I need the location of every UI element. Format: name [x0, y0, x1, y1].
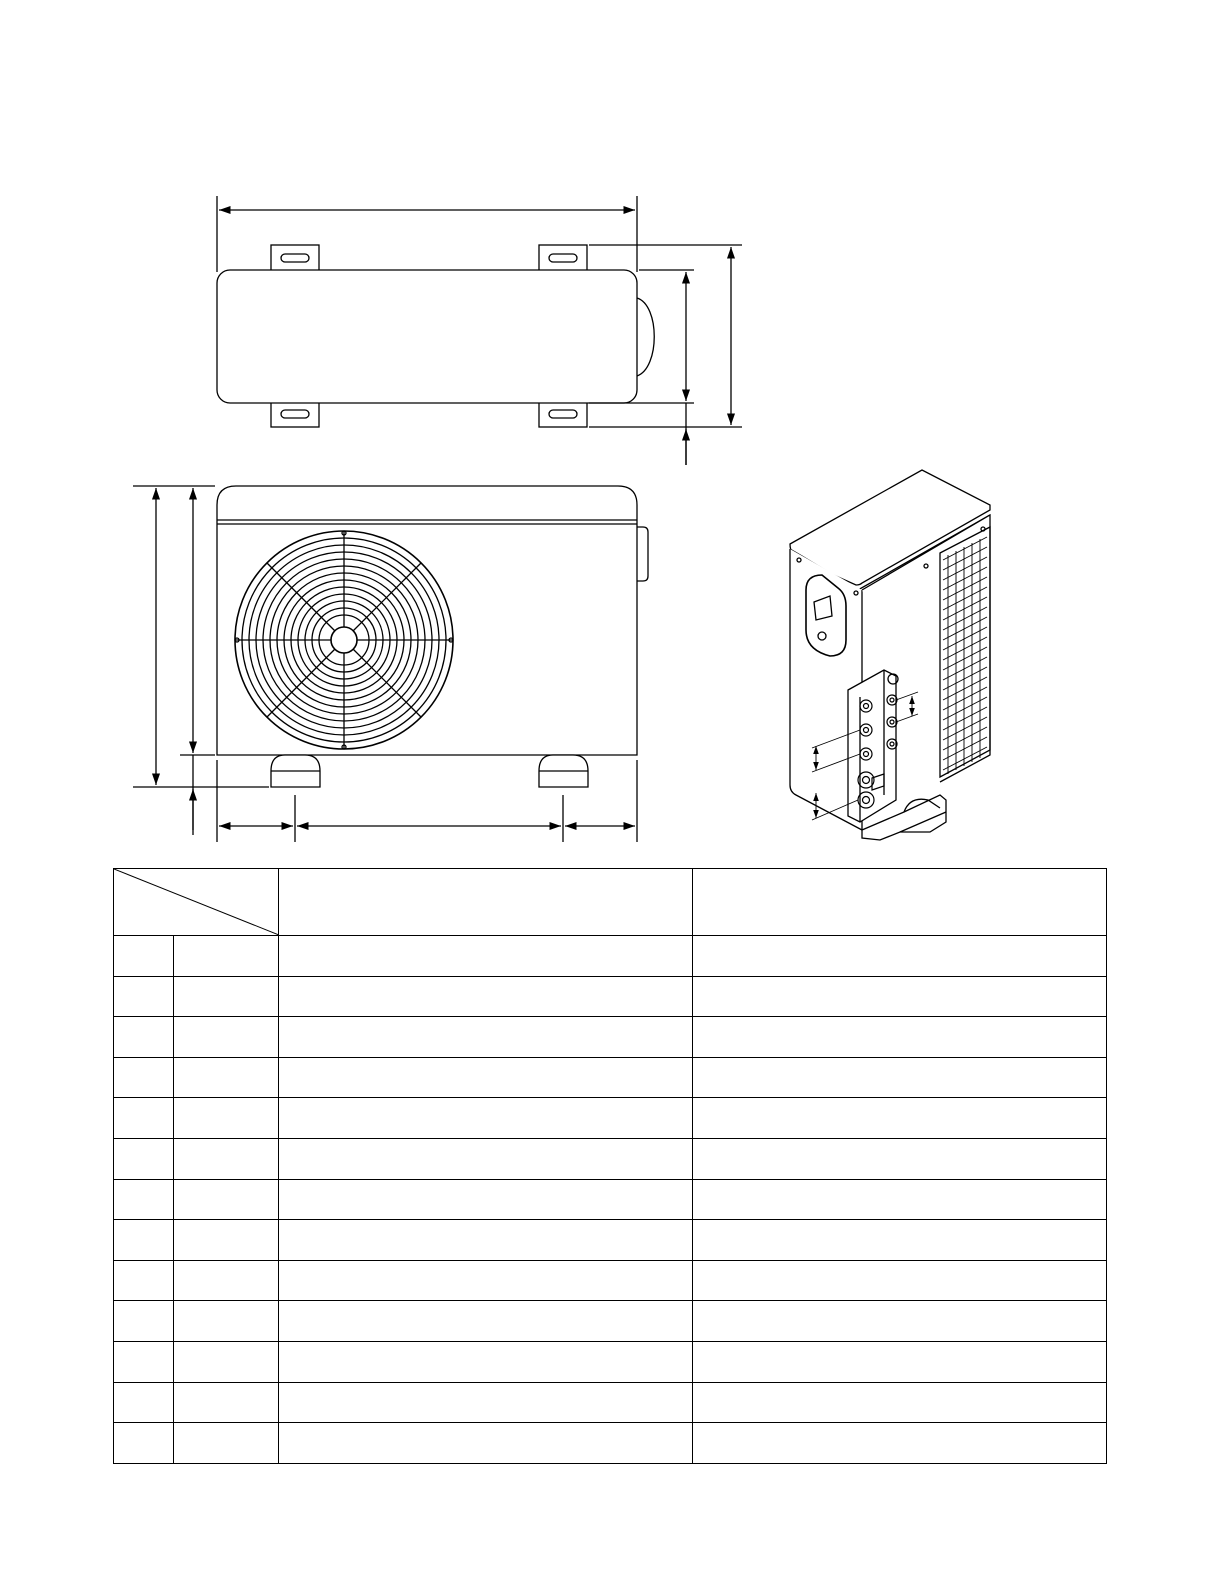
table-cell	[279, 1260, 693, 1301]
table-row	[114, 1382, 1107, 1423]
table-cell	[279, 976, 693, 1017]
table-row	[114, 1057, 1107, 1098]
table-row	[114, 936, 1107, 977]
table-cell	[114, 1423, 174, 1464]
front-view	[133, 486, 648, 842]
table-cell	[174, 1423, 279, 1464]
table-row	[114, 1342, 1107, 1383]
table-cell	[114, 1098, 174, 1139]
table-cell	[114, 936, 174, 977]
table-cell	[693, 1382, 1107, 1423]
top-view	[217, 196, 742, 465]
table-cell	[693, 1057, 1107, 1098]
header-corner-cell	[114, 869, 279, 936]
table-cell	[279, 1179, 693, 1220]
table-cell	[174, 1057, 279, 1098]
table-cell	[114, 1057, 174, 1098]
table-cell	[114, 1342, 174, 1383]
table-body	[114, 936, 1107, 1464]
table-cell	[114, 976, 174, 1017]
table-row	[114, 1301, 1107, 1342]
table-cell	[174, 936, 279, 977]
table-cell	[279, 1139, 693, 1180]
table-cell	[693, 976, 1107, 1017]
table-cell	[693, 1017, 1107, 1058]
table-cell	[114, 1301, 174, 1342]
table-cell	[693, 1220, 1107, 1261]
table-cell	[693, 1098, 1107, 1139]
table-row	[114, 1098, 1107, 1139]
table-cell	[279, 1301, 693, 1342]
table-cell	[693, 1301, 1107, 1342]
fan-guard	[235, 531, 453, 749]
table-cell	[693, 1342, 1107, 1383]
table-cell	[279, 1423, 693, 1464]
header-col-1	[279, 869, 693, 936]
table-row	[114, 1017, 1107, 1058]
table-cell	[174, 1017, 279, 1058]
header-col-2	[693, 869, 1107, 936]
table-cell	[174, 1382, 279, 1423]
table-cell	[174, 1342, 279, 1383]
table-cell	[279, 1220, 693, 1261]
table-cell	[114, 1017, 174, 1058]
table-cell	[114, 1179, 174, 1220]
table-cell	[114, 1260, 174, 1301]
table-cell	[279, 1098, 693, 1139]
table-cell	[693, 1423, 1107, 1464]
spec-table	[113, 868, 1107, 1464]
table-cell	[693, 1260, 1107, 1301]
table-row	[114, 1139, 1107, 1180]
table-cell	[693, 936, 1107, 977]
table-cell	[693, 1179, 1107, 1220]
table-cell	[114, 1220, 174, 1261]
table-header-row	[114, 869, 1107, 936]
diagonal-divider	[114, 869, 279, 935]
table-cell	[114, 1139, 174, 1180]
table-row	[114, 1220, 1107, 1261]
table-cell	[114, 1382, 174, 1423]
table-cell	[693, 1139, 1107, 1180]
table-cell	[174, 1098, 279, 1139]
perspective-view	[790, 470, 990, 840]
table-cell	[174, 1260, 279, 1301]
table-cell	[174, 1220, 279, 1261]
table-cell	[174, 1139, 279, 1180]
table-cell	[279, 1342, 693, 1383]
table-cell	[174, 1179, 279, 1220]
table-cell	[279, 1017, 693, 1058]
table-cell	[174, 1301, 279, 1342]
table-row	[114, 1260, 1107, 1301]
table-cell	[279, 936, 693, 977]
top-body	[217, 270, 637, 403]
table-row	[114, 976, 1107, 1017]
table-row	[114, 1179, 1107, 1220]
table-cell	[279, 1057, 693, 1098]
table-cell	[279, 1382, 693, 1423]
table-cell	[174, 976, 279, 1017]
table-row	[114, 1423, 1107, 1464]
